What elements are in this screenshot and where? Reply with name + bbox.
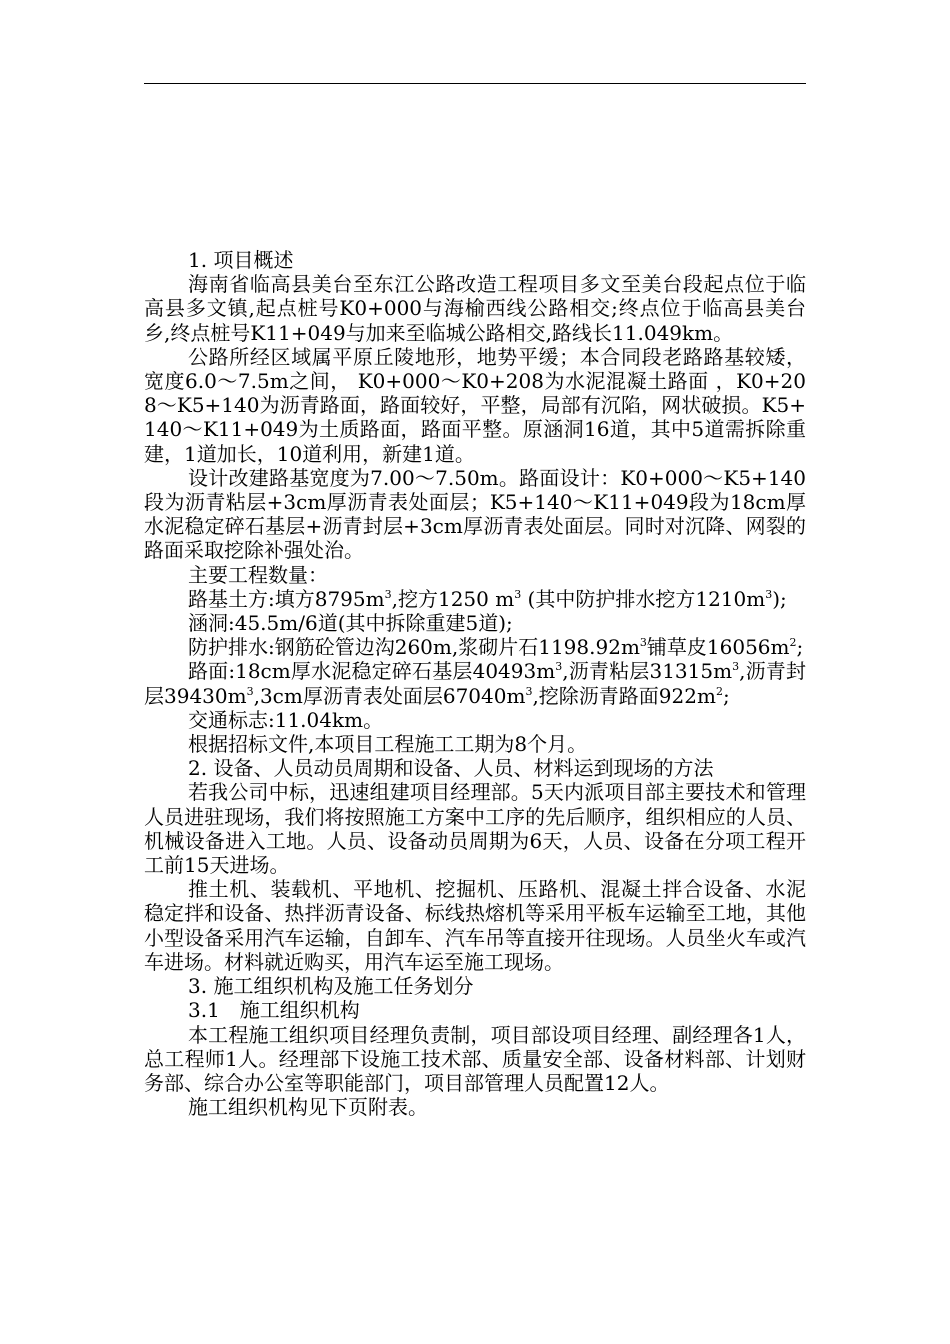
paragraph-mobilization: 若我公司中标，迅速组建项目经理部。5天内派项目部主要技术和管理人员进驻现场，我们将按照施工方案中工序的先后顺序，组织相应的人员、机械设备进入工地。人员、设备动员周期为6天，人员、设备在分项工程开工前15天进场。 [144, 780, 806, 878]
paragraph-traffic-signs: 交通标志:11.04km。 [188, 707, 384, 732]
paragraph-equipment-transport: 推土机、装载机、平地机、挖掘机、压路机、混凝土拌合设备、水泥稳定拌和设备、热拌沥青设备、标线热熔机等采用平板车运输至工地，其他小型设备采用汽车运输，自卸车、汽车吊等直接开往现场。人员坐火车或汽车进场。材料就近购买，用汽车运至施工现场。 [144, 877, 806, 974]
section-heading-1: 1. 项目概述 [188, 248, 294, 272]
paragraph-terrain: 公路所经区域属平原丘陵地形，地势平缓；本合同段老路路基较矮， 宽度6.0～7.5m之间， K0+000～K0+208为水泥混凝土路面 ，K0+208～K5+140为沥青路面，路面较好，平整，局部有沉陷，网状破损。K5+140～K11+049为土质路面，路面平整。原涵洞16道，其中5道需拆除重建，1道加长，10道利用，新建1道。 [144, 344, 806, 466]
section-heading-2: 2. 设备、人员动员周期和设备、人员、材料运到现场的方法 [188, 756, 714, 781]
section-heading-3: 3. 施工组织机构及施工任务划分 [188, 974, 474, 999]
paragraph-schedule: 根据招标文件,本项目工程施工工期为8个月。 [188, 732, 588, 757]
paragraph-culverts: 涵洞:45.5m/6道(其中拆除重建5道); [188, 611, 513, 636]
paragraph-project-location: 海南省临高县美台至东江公路改造工程项目多文至美台段起点位于临高县多文镇,起点桩号K0+000与海榆西线公路相交;终点位于临高县美台乡,终点桩号K11+049与加来至临城公路相交,路线长11.049km。 [144, 272, 806, 345]
paragraph-pavement: 路面:18cm厚水泥稳定碎石基层$40493m^3$,沥青粘层$31315m^3$,沥青封层$39430m^3,3cm$厚沥青表处面层$67040m^3$,挖除沥青路面$922m^2$; [144, 659, 806, 708]
section-heading-3-1: 3.1 施工组织机构 [188, 998, 360, 1023]
paragraph-see-attachment: 施工组织机构见下页附表。 [188, 1095, 428, 1120]
header-rule [144, 83, 806, 84]
paragraph-drainage: 防护排水:钢筋砼管边沟260m,浆砌片石$1198.92m^3$铺草皮$16056m^2$; [188, 635, 804, 660]
paragraph-design: 设计改建路基宽度为7.00～7.50m。路面设计：K0+000～K5+140段为沥青粘层+3cm厚沥青表处面层；K5+140～K11+049段为18cm厚水泥稳定碎石基层+沥青封层+3cm厚沥青表处面层。同时对沉降、网裂的路面采取挖除补强处治。 [144, 465, 806, 563]
document-body [144, 248, 806, 1119]
paragraph-earthwork: 路基土方:填方$8795m^3$,挖方1250 $m^3$ (其中防护排水挖方$1210m^3$); [188, 586, 787, 611]
paragraph-quantities-title: 主要工程数量： [188, 562, 328, 587]
paragraph-organization: 本工程施工组织项目经理负责制，项目部设项目经理、副经理各1人，总工程师1人。经理部下设施工技术部、质量安全部、设备材料部、计划财务部、综合办公室等职能部门，项目部管理人员配置12人。 [144, 1022, 806, 1095]
